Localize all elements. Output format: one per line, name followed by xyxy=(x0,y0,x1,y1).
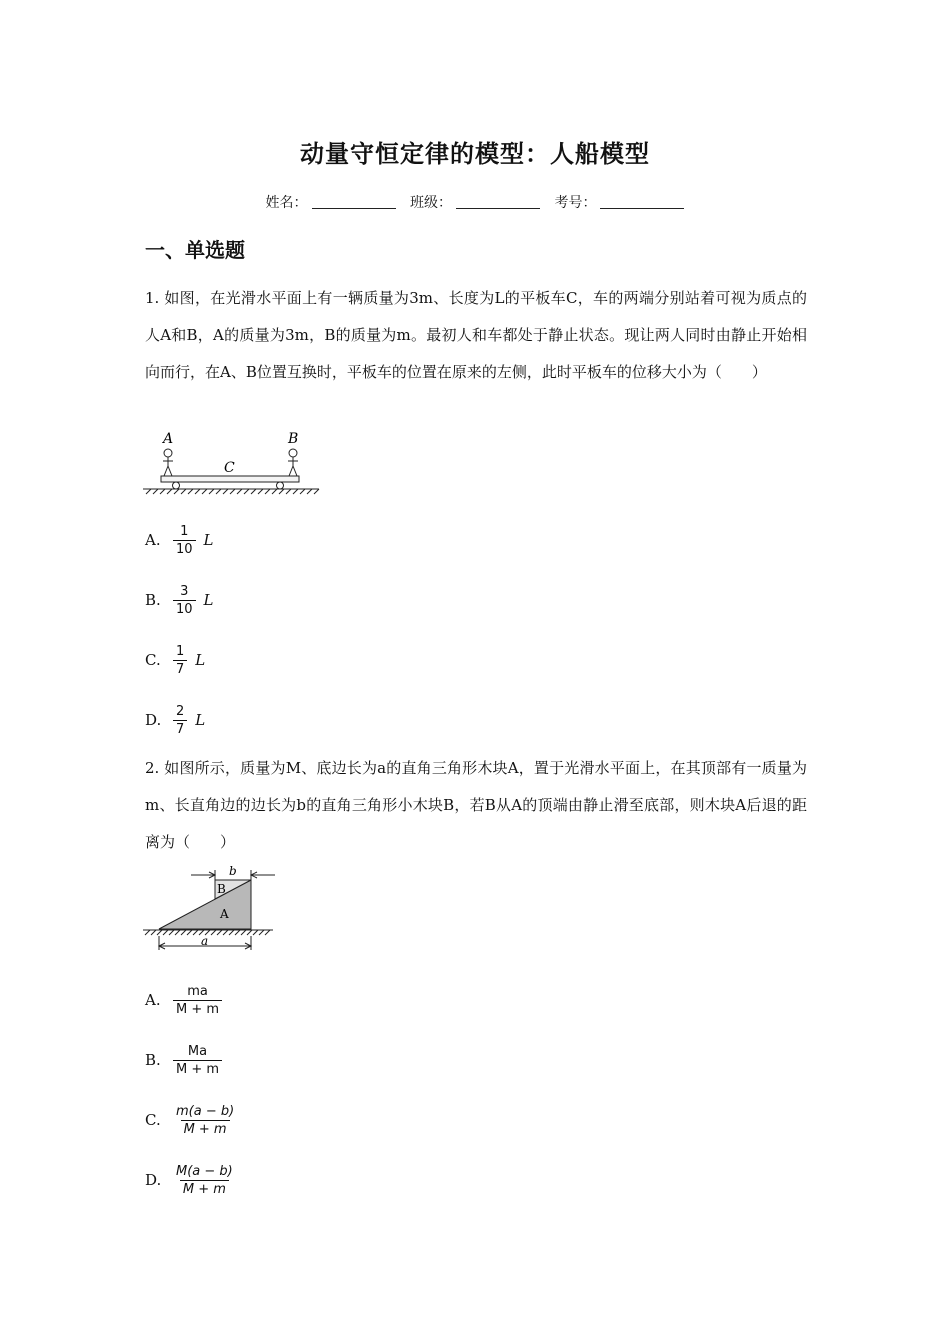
fraction: $\frac{1}{7}$ xyxy=(173,643,187,678)
option-letter: B. xyxy=(145,591,161,609)
label-a: A xyxy=(163,431,174,447)
fraction: $\frac{2}{7}$ xyxy=(173,703,187,738)
cart-board xyxy=(161,476,299,482)
label-c: C xyxy=(224,460,235,476)
person-a xyxy=(163,449,173,476)
question-1-text: 1. 如图，在光滑水平面上有一辆质量为3m、长度为L的平板车C，车的两端分别站着可视为质点的人A和B，A的质量为3m，B的质量为m。最初人和车都处于静止状态。现让两人同时由静止开始相向而行，在A、B位置互换时，平板车的位置在原来的左侧，此时平板车的位移大小为（ ） xyxy=(145,289,807,381)
cart-wheel-right xyxy=(277,482,284,489)
unit: L xyxy=(203,591,214,609)
dim-b-label: b xyxy=(229,864,237,878)
person-b xyxy=(288,449,298,476)
label-b: B xyxy=(288,431,299,447)
unit: L xyxy=(195,711,206,729)
label-b: B xyxy=(217,882,226,896)
class-label: 班级： xyxy=(410,195,452,211)
q1-option-c[interactable] xyxy=(145,638,205,682)
option-letter: B. xyxy=(145,1051,161,1069)
name-field[interactable] xyxy=(266,195,396,211)
exam-number-blank[interactable] xyxy=(600,194,684,209)
option-letter: C. xyxy=(145,1111,161,1129)
option-letter: C. xyxy=(145,651,161,669)
question-2-text: 2. 如图所示，质量为M、底边长为a的直角三角形木块A，置于光滑水平面上，在其顶部有一质量为m、长直角边的边长为b的直角三角形小木块B，若B从A的顶端由静止滑至底部，则木块A后退的距离为（ ） xyxy=(145,759,807,851)
fraction: $\frac{3}{10}$ xyxy=(173,583,196,618)
option-letter: D. xyxy=(145,1171,162,1189)
name-blank[interactable] xyxy=(312,194,396,209)
option-letter: A. xyxy=(145,991,161,1009)
class-blank[interactable] xyxy=(456,194,540,209)
ground-hatching xyxy=(146,489,319,494)
wedge-figure xyxy=(143,862,283,954)
page-title: 动量守恒定律的模型：人船模型 xyxy=(300,140,650,168)
fraction: $\frac{Ma}{M + m}$ xyxy=(173,1043,222,1078)
exam-number-label: 考号： xyxy=(554,195,597,211)
cart-wheel-left xyxy=(173,482,180,489)
q2-option-d[interactable] xyxy=(145,1158,236,1202)
exam-number-field[interactable] xyxy=(554,195,684,211)
cart-figure xyxy=(143,428,323,496)
label-a: A xyxy=(220,907,229,921)
section-heading: 一、单选题 xyxy=(145,238,245,262)
fraction: $\frac{ma}{M + m}$ xyxy=(173,983,222,1018)
q2-option-b[interactable] xyxy=(145,1038,222,1082)
q2-option-c[interactable] xyxy=(145,1098,237,1142)
student-info-line xyxy=(0,192,950,212)
option-letter: D. xyxy=(145,711,162,729)
unit: L xyxy=(195,651,206,669)
class-field[interactable] xyxy=(410,195,540,211)
name-label: 姓名： xyxy=(265,195,308,211)
q2-option-a[interactable] xyxy=(145,978,222,1022)
fraction: $\frac{M(a - b)}{M + m}$ xyxy=(176,1163,233,1197)
q1-option-b[interactable] xyxy=(145,578,214,622)
fraction: $\frac{1}{10}$ xyxy=(173,523,196,558)
option-letter: A. xyxy=(145,531,161,549)
dim-a-label: a xyxy=(201,934,209,948)
unit: L xyxy=(203,531,214,549)
q1-option-d[interactable] xyxy=(145,698,205,742)
fraction: $\frac{m(a - b)}{M + m}$ xyxy=(176,1103,235,1137)
q1-option-a[interactable] xyxy=(145,518,214,562)
